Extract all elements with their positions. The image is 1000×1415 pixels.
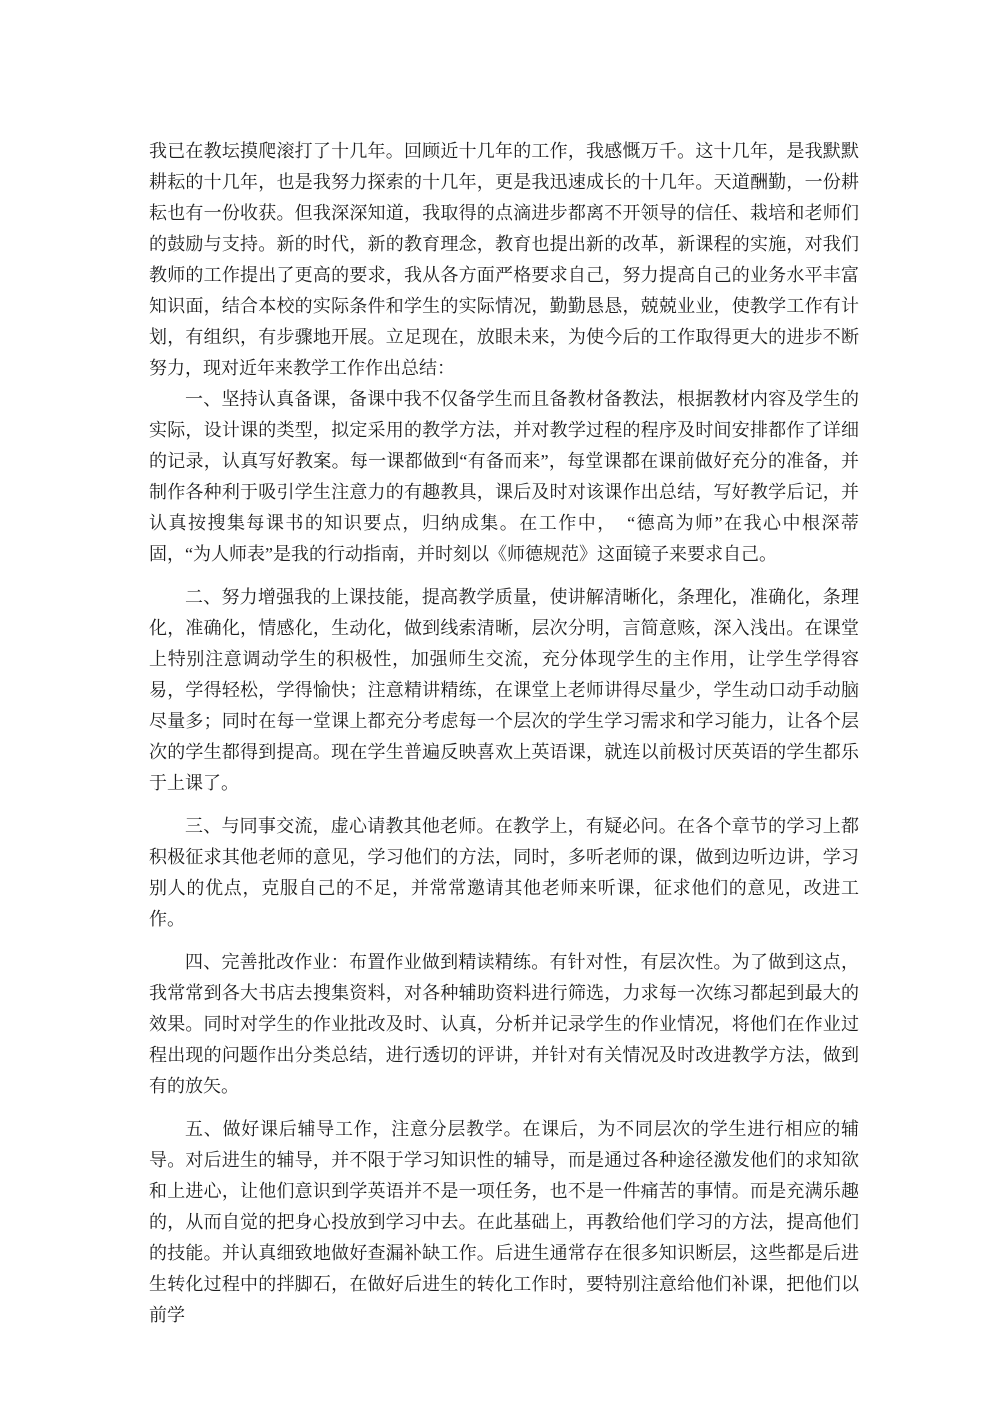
document-text-block: [149, 136, 859, 1331]
paragraph-item-4: 四、完善批改作业：布置作业做到精读精练。有针对性，有层次性。为了做到这点，我常常到各大书店去搜集资料，对各种辅助资料进行筛选，力求每一次练习都起到最大的效果。同时对学生的作业批改及时、认真，分析并记录学生的作业情况，将他们在作业过程出现的问题作出分类总结，进行透切的评讲，并针对有关情况及时改进教学方法，做到有的放矢。: [149, 952, 859, 1096]
paragraph-intro: 我已在教坛摸爬滚打了十几年。回顾近十几年的工作，我感慨万千。这十几年，是我默默耕耘的十几年，也是我努力探索的十几年，更是我迅速成长的十几年。天道酬勤，一份耕耘也有一份收获。但我深深知道，我取得的点滴进步都离不开领导的信任、栽培和老师们的鼓励与支持。新的时代，新的教育理念，教育也提出新的改革，新课程的实施，对我们教师的工作提出了更高的要求，我从各方面严格要求自己，努力提高自己的业务水平丰富知识面，结合本校的实际条件和学生的实际情况，勤勤恳恳，兢兢业业，使教学工作有计划，有组织，有步骤地开展。立足现在，放眼未来，为使今后的工作取得更大的进步不断努力，现对近年来教学工作作出总结：: [149, 141, 859, 378]
paragraph-item-3: 三、与同事交流，虚心请教其他老师。在教学上，有疑必问。在各个章节的学习上都积极征求其他老师的意见，学习他们的方法，同时，多听老师的课，做到边听边讲，学习别人的优点，克服自己的不足，并常常邀请其他老师来听课，征求他们的意见，改进工作。: [149, 816, 859, 929]
paragraph-item-1: 一、坚持认真备课，备课中我不仅备学生而且备教材备教法，根据教材内容及学生的实际，设计课的类型，拟定采用的教学方法，并对教学过程的程序及时间安排都作了详细的记录，认真写好教案。每一课都做到“有备而来”，每堂课都在课前做好充分的准备，并制作各种利于吸引学生注意力的有趣教具，课后及时对该课作出总结，写好教学后记，并认真按搜集每课书的知识要点，归纳成集。在工作中， “德高为师”在我心中根深蒂固，“为人师表”是我的行动指南，并时刻以《师德规范》这面镜子来要求自己。: [149, 389, 859, 564]
paragraph-item-2: 二、努力增强我的上课技能，提高教学质量，使讲解清晰化，条理化，准确化，条理化，准确化，情感化，生动化，做到线索清晰，层次分明，言简意赅，深入浅出。在课堂上特别注意调动学生的积极性，加强师生交流，充分体现学生的主作用，让学生学得容易，学得轻松，学得愉快；注意精讲精练，在课堂上老师讲得尽量少，学生动口动手动脑尽量多；同时在每一堂课上都充分考虑每一个层次的学生学习需求和学习能力，让各个层次的学生都得到提高。现在学生普遍反映喜欢上英语课，就连以前极讨厌英语的学生都乐于上课了。: [149, 587, 859, 793]
paragraph-item-5: 五、做好课后辅导工作，注意分层教学。在课后，为不同层次的学生进行相应的辅导。对后进生的辅导，并不限于学习知识性的辅导，而是通过各种途径激发他们的求知欲和上进心，让他们意识到学英语并不是一项任务，也不是一件痛苦的事情。而是充满乐趣的，从而自觉的把身心投放到学习中去。在此基础上，再教给他们学习的方法，提高他们的技能。并认真细致地做好查漏补缺工作。后进生通常存在很多知识断层，这些都是后进生转化过程中的拌脚石，在做好后进生的转化工作时，要特别注意给他们补课，把他们以前学: [149, 1119, 859, 1325]
